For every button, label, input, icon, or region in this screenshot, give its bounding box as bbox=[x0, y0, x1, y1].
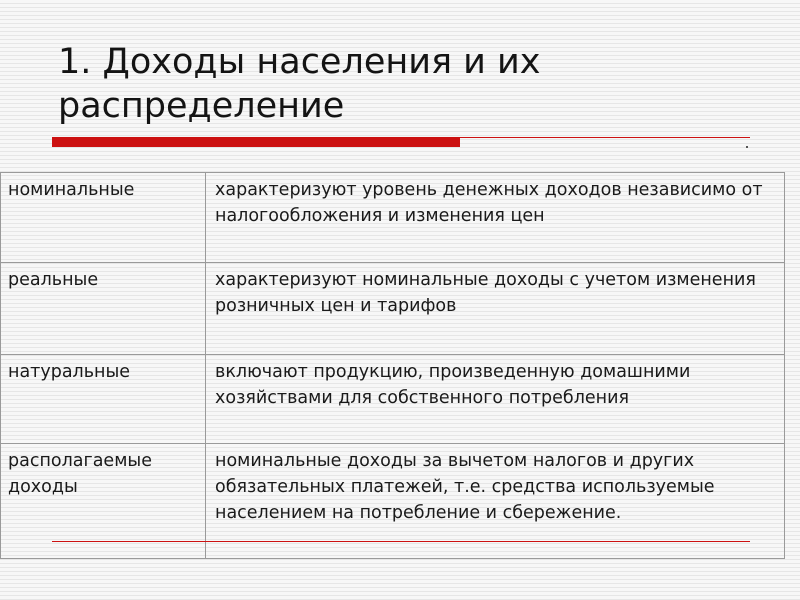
income-type-description: номинальные доходы за вычетом налогов и других обязательных платежей, т.е. средства используемые населением на потребление и сбережение. bbox=[206, 444, 785, 559]
income-type-term: номинальные bbox=[1, 173, 206, 263]
income-type-term: реальные bbox=[1, 263, 206, 355]
income-type-term: располагаемые доходы bbox=[1, 444, 206, 559]
income-type-description: характеризуют уровень денежных доходов независимо от налогообложения и изменения цен bbox=[206, 173, 785, 263]
table-row bbox=[1, 355, 785, 444]
decorative-dot bbox=[746, 146, 748, 148]
table-row bbox=[1, 263, 785, 355]
slide-title: 1. Доходы населения и их распределение bbox=[58, 42, 541, 126]
footer-rule bbox=[52, 541, 750, 542]
income-types-table bbox=[0, 172, 785, 559]
income-type-description: характеризуют номинальные доходы с учетом изменения розничных цен и тарифов bbox=[206, 263, 785, 355]
income-type-description: включают продукцию, произведенную домашними хозяйствами для собственного потребления bbox=[206, 355, 785, 444]
income-type-term: натуральные bbox=[1, 355, 206, 444]
title-underline-bar bbox=[52, 137, 460, 147]
title-underline-rule bbox=[460, 137, 750, 138]
table-row bbox=[1, 173, 785, 263]
